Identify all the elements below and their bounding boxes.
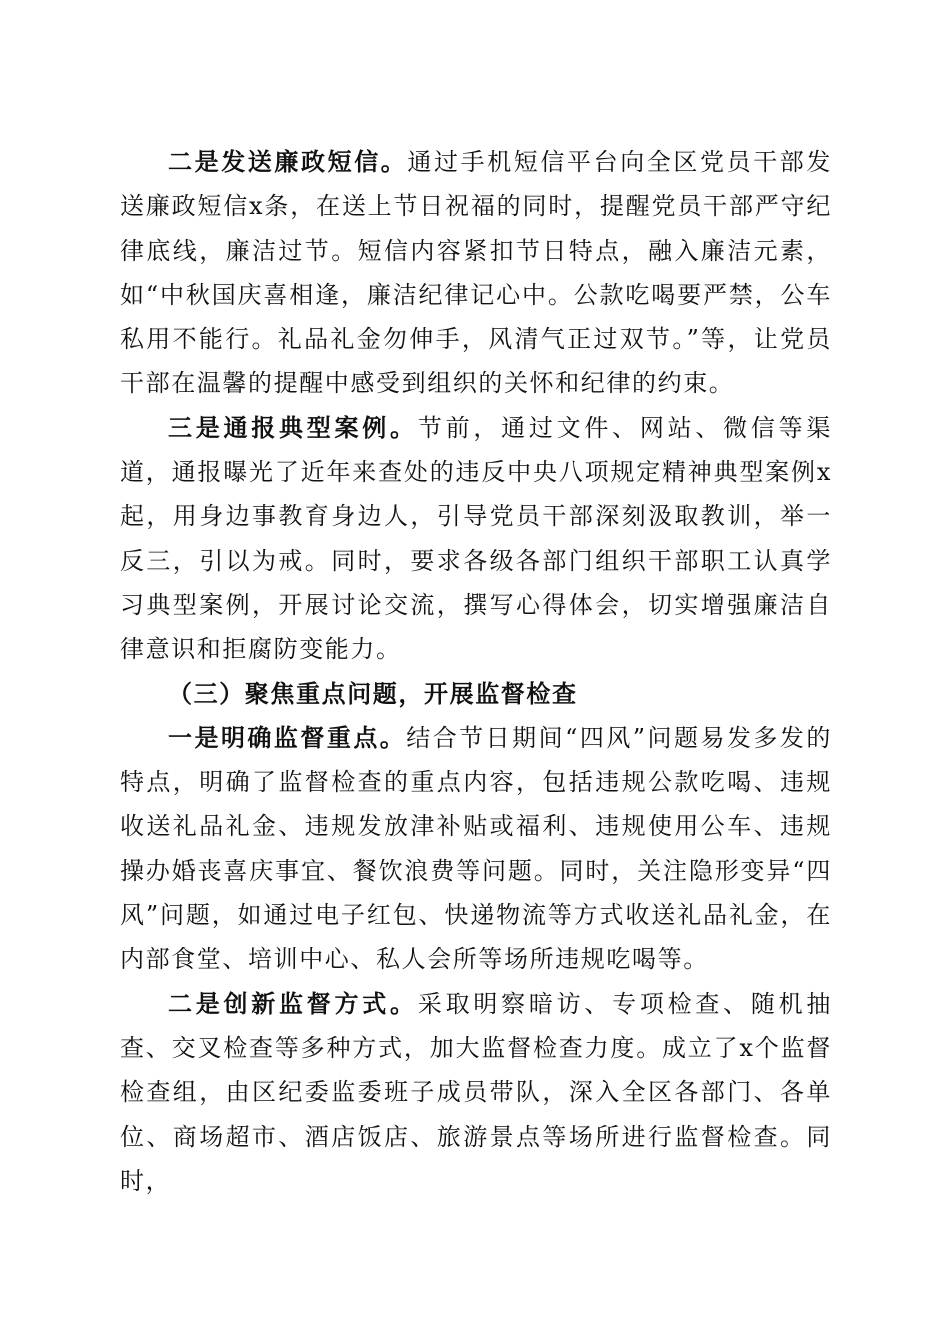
paragraph-lead: 一是明确监督重点。 (168, 722, 407, 752)
paragraph-text: 采取明察暗访、专项检查、随机抽查、交叉检查等多种方式，加大监督检查力度。成立了x个监督检查组，由区纪委监委班子成员带队，深入全区各部门、各单位、商场超市、酒店饭店、旅游景点等场所进行监督检查。同时， (120, 989, 832, 1195)
paragraph-text: 节前，通过文件、网站、微信等渠道，通报曝光了近年来查处的违反中央八项规定精神典型案例x起，用身边事教育身边人，引导党员干部深刻汲取教训，举一反三，引以为戒。同时，要求各级各部门组织干部职工认真学习典型案例，开展讨论交流，撰写心得体会，切实增强廉洁自律意识和拒腐防变能力。 (120, 413, 832, 664)
paragraph-lead: 三是通报典型案例。 (168, 412, 418, 442)
paragraph-lead: 二是发送廉政短信。 (168, 147, 408, 176)
paragraph-lead: 二是创新监督方式。 (168, 988, 418, 1018)
paragraph-text: 通过手机短信平台向全区党员干部发送廉政短信x条，在送上节日祝福的同时，提醒党员干部严守纪律底线，廉洁过节。短信内容紧扣节日特点，融入廉洁元素，如“中秋国庆喜相逢，廉洁纪律记心中。公款吃喝要严禁，公车私用不能行。礼品礼金勿伸手，风清气正过双节。”等，让党员干部在温馨的提醒中感受到组织的关怀和纪律的约束。 (120, 148, 832, 398)
paragraph-text: 结合节日期间“四风”问题易发多发的特点，明确了监督检查的重点内容，包括违规公款吃喝、违规收送礼品礼金、违规发放津补贴或福利、违规使用公车、违规操办婚丧喜庆事宜、餐饮浪费等问题。同时，关注隐形变异“四风”问题，如通过电子红包、快递物流等方式收送礼品礼金，在内部食堂、培训中心、私人会所等场所违规吃喝等。 (120, 723, 832, 974)
paragraph-report-cases (120, 406, 832, 672)
section-heading: （三）聚焦重点问题，开展监督检查 (168, 678, 578, 708)
paragraph-supervision-methods (120, 982, 832, 1203)
paragraph-send-sms (120, 140, 832, 406)
paragraph-supervision-focus (120, 716, 832, 982)
document-body (120, 140, 832, 1203)
